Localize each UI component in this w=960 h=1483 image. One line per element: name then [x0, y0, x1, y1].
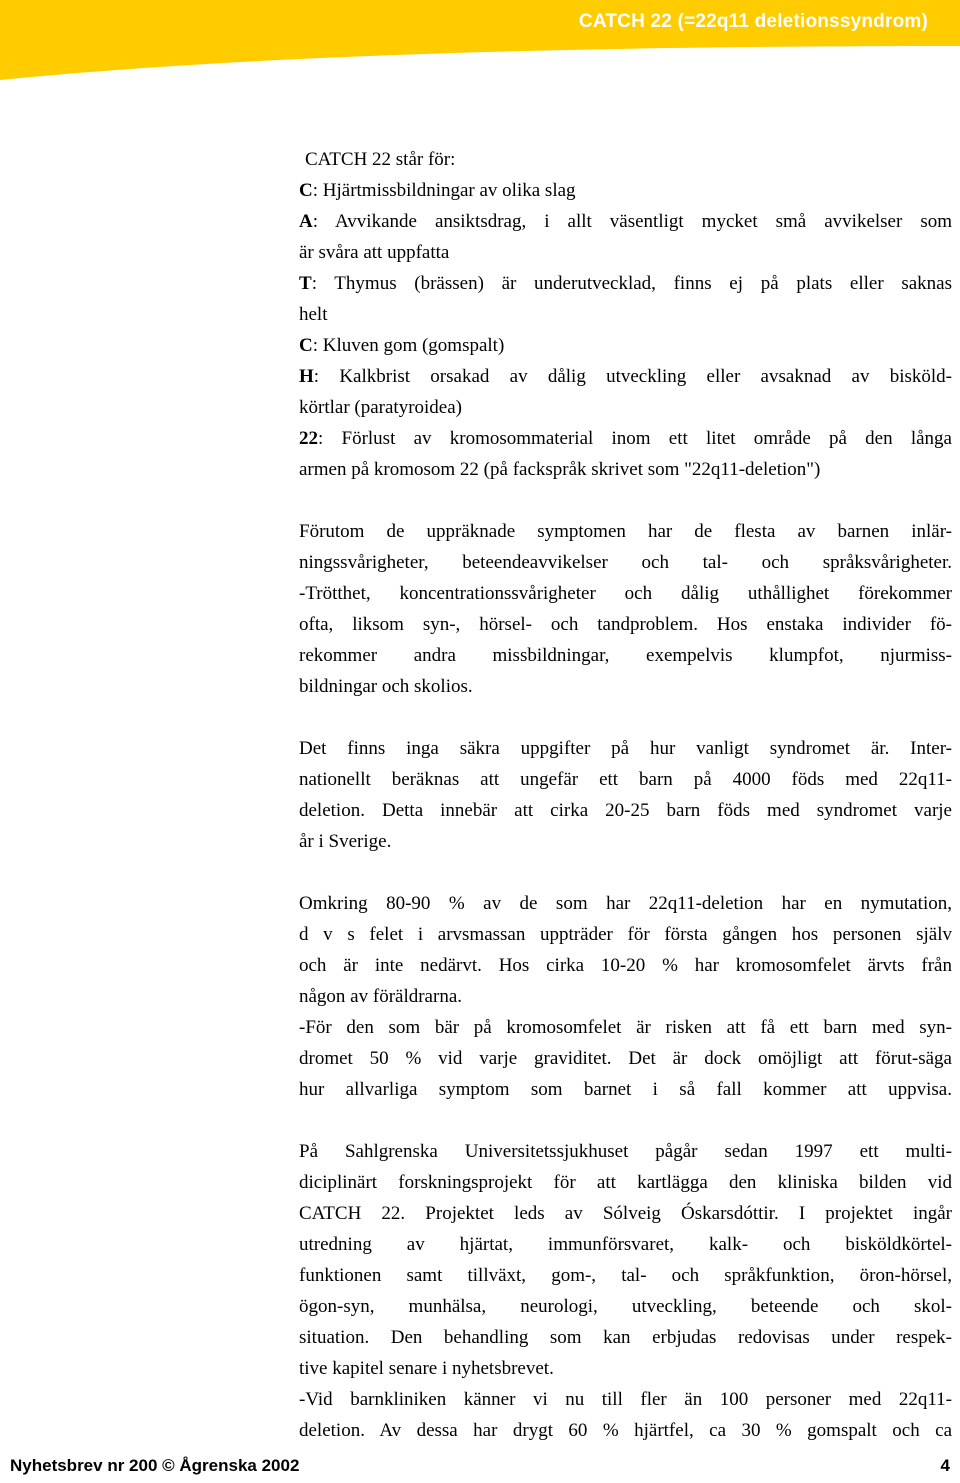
text-line: dromet 50 % vid varje graviditet. Det är dock omöjligt att förut-säga	[299, 1048, 952, 1069]
text-line: år i Sverige.	[299, 831, 392, 852]
header-band	[0, 0, 960, 80]
footer-text: Nyhetsbrev nr 200 © Ågrenska 2002	[10, 1456, 300, 1475]
definition-key: H	[299, 366, 314, 387]
definition-text: : Kalkbrist orsakad av dålig utveckling eller avsaknad av bisköld-	[313, 366, 952, 387]
text-line: hur allvarliga symptom som barnet i så fall kommer att uppvisa.	[299, 1079, 952, 1100]
page-footer	[10, 1456, 950, 1482]
definition-line	[299, 175, 952, 206]
text-line: ögon-syn, munhälsa, neurologi, utveckling, beteende och skol-	[299, 1296, 952, 1317]
text-line: deletion. Av dessa har drygt 60 % hjärtfel, ca 30 % gomspalt och ca	[299, 1420, 952, 1441]
definition-key: C	[299, 180, 313, 201]
text-line: bildningar och skolios.	[299, 676, 473, 697]
text-line: Omkring 80-90 % av de som har 22q11-deletion har en nymutation,	[299, 893, 952, 914]
text-line: -För den som bär på kromosomfelet är risken att få ett barn med syn-	[299, 1017, 952, 1038]
paragraph-symptoms	[299, 516, 952, 702]
text-line: deletion. Detta innebär att cirka 20-25 barn föds med syndromet varje	[299, 800, 952, 821]
acronym-definitions	[299, 144, 952, 485]
definition-text: : Avvikande ansiktsdrag, i allt väsentligt mycket små avvikelser som	[312, 211, 952, 232]
text-line: CATCH 22. Projektet leds av Sólveig Óskarsdóttir. I projektet ingår	[299, 1203, 952, 1224]
definition-line	[299, 206, 952, 237]
definition-text: : Kluven gom (gomspalt)	[312, 335, 505, 356]
definition-text: : Thymus (brässen) är underutvecklad, finns ej på plats eller saknas	[311, 273, 952, 294]
definition-continuation: helt	[299, 304, 328, 325]
definitions-intro: CATCH 22 står för:	[305, 149, 456, 170]
text-line: utredning av hjärtat, immunförsvaret, kalk- och bisköldkörtel-	[299, 1234, 952, 1255]
text-line: På Sahlgrenska Universitetssjukhuset pågår sedan 1997 ett multi-	[299, 1141, 952, 1162]
text-line: ofta, liksom syn-, hörsel- och tandproblem. Hos enstaka individer fö-	[299, 614, 952, 635]
paragraph-inheritance	[299, 888, 952, 1105]
text-line: någon av föräldrarna.	[299, 986, 463, 1007]
text-line: Det finns inga säkra uppgifter på hur vanligt syndromet är. Inter-	[299, 738, 952, 759]
text-line: funktionen samt tillväxt, gom-, tal- och språkfunktion, öron-hörsel,	[299, 1265, 952, 1286]
definition-key: A	[299, 211, 313, 232]
running-header-title: CATCH 22 (=22q11 deletionssyndrom)	[578, 11, 928, 32]
definition-line	[299, 268, 952, 299]
text-line: nationellt beräknas att ungefär ett barn på 4000 föds med 22q11-	[299, 769, 952, 790]
text-line: d v s felet i arvsmassan uppträder för första gången hos personen själv	[299, 924, 952, 945]
text-line: och är inte nedärvt. Hos cirka 10-20 % har kromosomfelet ärvts från	[299, 955, 952, 976]
text-line: diciplinärt forskningsprojekt för att kartlägga den kliniska bilden vid	[299, 1172, 952, 1193]
text-line: rekommer andra missbildningar, exempelvis klumpfot, njurmiss-	[299, 645, 952, 666]
definition-text: : Hjärtmissbildningar av olika slag	[312, 180, 576, 201]
text-line: Förutom de uppräknade symptomen har de flesta av barnen inlär-	[299, 521, 952, 542]
definition-continuation: är svåra att uppfatta	[299, 242, 450, 263]
definition-text: : Förlust av kromosommaterial inom ett litet område på den långa	[318, 428, 952, 449]
definition-key: C	[299, 335, 313, 356]
text-line: tive kapitel senare i nyhetsbrevet.	[299, 1358, 554, 1379]
paragraph-prevalence	[299, 733, 952, 857]
definition-line	[299, 423, 952, 454]
definition-continuation: körtlar (paratyroidea)	[299, 397, 462, 418]
paragraph-research	[299, 1136, 952, 1446]
text-line: situation. Den behandling som kan erbjudas redovisas under respek-	[299, 1327, 952, 1348]
definition-continuation: armen på kromosom 22 (på fackspråk skrivet som "22q11-deletion")	[299, 459, 821, 480]
definition-key: T	[299, 273, 312, 294]
definition-key: 22	[299, 428, 318, 449]
document-body	[299, 144, 952, 1446]
text-line: ningssvårigheter, beteendeavvikelser och tal- och språksvårigheter.	[299, 552, 952, 573]
page-number: 4	[940, 1456, 950, 1475]
definition-line	[299, 330, 952, 361]
text-line: -Trötthet, koncentrationssvårigheter och dålig uthållighet förekommer	[299, 583, 952, 604]
definition-line	[299, 361, 952, 392]
text-line: -Vid barnkliniken känner vi nu till fler än 100 personer med 22q11-	[299, 1389, 952, 1410]
